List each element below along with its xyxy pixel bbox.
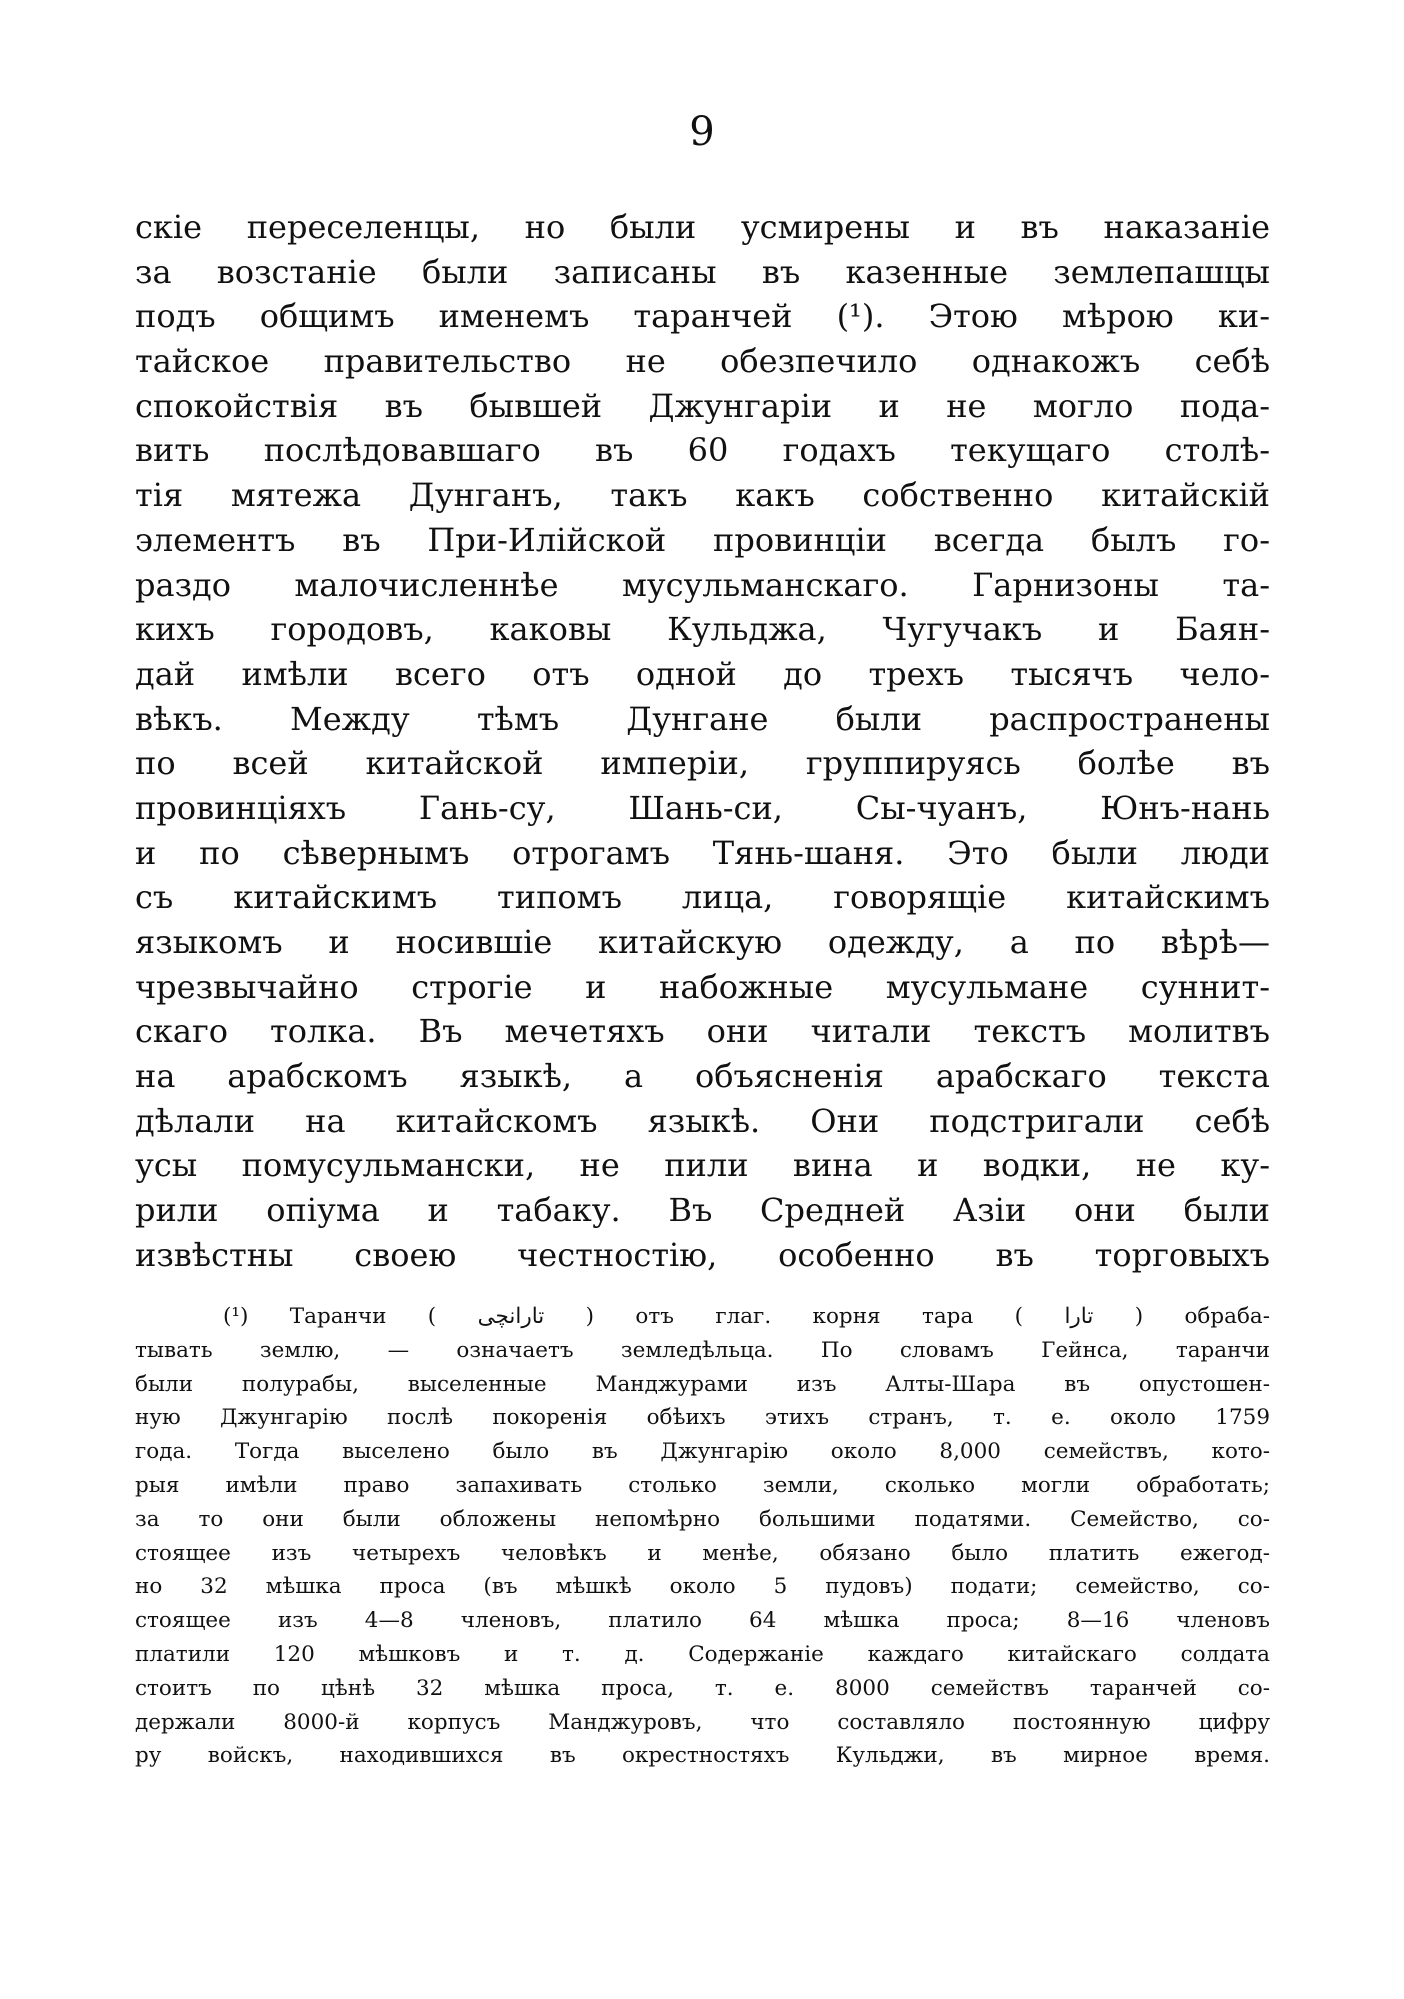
text-line: провинціяхъ Гань-су, Шань-си, Сы-чуанъ, Юнъ-нань [135,788,1270,827]
text-line: вить послѣдовавшаго въ 60 годахъ текущаго столѣ- [135,431,1270,470]
text-line: скаго толка. Въ мечетяхъ они читали текстъ молитвъ [135,1012,1270,1051]
text-line: раздо малочисленнѣе мусульманскаго. Гарнизоны та- [135,565,1270,604]
text-line: и по сѣвернымъ отрогамъ Тянь-шаня. Это были люди [135,833,1270,872]
footnote-line: держали 8000-й корпусъ Манджуровъ, что составляло постоянную цифру [135,1709,1270,1735]
text-line: языкомъ и носившіе китайскую одежду, а по вѣрѣ— [135,923,1270,961]
text-line: рили опіума и табаку. Въ Средней Азіи они были [135,1191,1270,1230]
main-text [135,205,1270,1278]
footnote-line: были полурабы, выселенные Манджурами изъ Алты-Шара въ опустошен- [135,1371,1270,1397]
text-line: тія мятежа Дунганъ, такъ какъ собственно китайскій [135,476,1270,515]
text-line: тайское правительство не обезпечило однакожъ себѣ [135,342,1270,381]
footnote-line: ру войскъ, находившихся въ окрестностяхъ Кульджи, въ мирное время. [135,1743,1270,1769]
footnote-line: платили 120 мѣшковъ и т. д. Содержаніе каждаго китайскаго солдата [135,1641,1270,1667]
text-line: подъ общимъ именемъ таранчей (¹). Этою мѣрою ки- [135,297,1270,336]
text-line: съ китайскимъ типомъ лица, говорящіе китайскимъ [135,878,1270,917]
page-number: 9 [689,109,715,155]
text-line: чрезвычайно строгіе и набожные мусульмане суннит- [135,967,1270,1006]
footnote-line: стоящее изъ четырехъ человѣкъ и менѣе, обязано было платить ежегод- [135,1540,1270,1566]
footnote-line: но 32 мѣшка проса (въ мѣшкѣ около 5 пудовъ) подати; семейство, со- [135,1574,1270,1600]
text-line: дай имѣли всего отъ одной до трехъ тысячъ чело- [135,654,1270,693]
footnote-line: за то они были обложены непомѣрно большими податями. Семейство, со- [135,1506,1270,1532]
text-line: кихъ городовъ, каковы Кульджа, Чугучакъ и Баян- [135,610,1270,649]
text-line: за возстаніе были записаны въ казенные землепашцы [135,252,1270,291]
footnote-line: ную Джунгарію послѣ покоренія обѣихъ этихъ странъ, т. е. около 1759 [135,1405,1270,1431]
text-line: спокойствія въ бывшей Джунгаріи и не могло пода- [135,386,1270,425]
text-line: на арабскомъ языкѣ, а объясненія арабскаго текста [135,1057,1270,1096]
text-line: усы помусульмански, не пили вина и водки, не ку- [135,1146,1270,1185]
footnote-line: рыя имѣли право запахивать столько земли, сколько могли обработать; [135,1472,1270,1498]
text-line: дѣлали на китайскомъ языкѣ. Они подстригали себѣ [135,1101,1270,1140]
footnote-line: стоитъ по цѣнѣ 32 мѣшка проса, т. е. 8000 семействъ таранчей со- [135,1675,1270,1701]
text-line: по всей китайской имперіи, группируясь болѣе въ [135,744,1270,783]
text-line: извѣстны своею честностію, особенно въ торговыхъ [135,1235,1270,1274]
footnote [135,1300,1270,1773]
footnote-line: стоящее изъ 4—8 членовъ, платило 64 мѣшка проса; 8—16 членовъ [135,1608,1270,1634]
footnote-line: тывать землю, — означаетъ земледѣльца. По словамъ Гейнса, таранчи [135,1337,1270,1363]
footnote-line: (¹) Таранчи ( تارانچى ) отъ глаг. корня тара ( تارا ) обраба- [223,1304,1270,1329]
footnote-line: года. Тогда выселено было въ Джунгарію около 8,000 семействъ, кото- [135,1439,1270,1465]
text-line: вѣкъ. Между тѣмъ Дунгане были распространены [135,699,1270,738]
text-line: скіе переселенцы, но были усмирены и въ наказаніе [135,208,1270,246]
text-line: элементъ въ При-Илійской провинціи всегда былъ го- [135,520,1270,559]
